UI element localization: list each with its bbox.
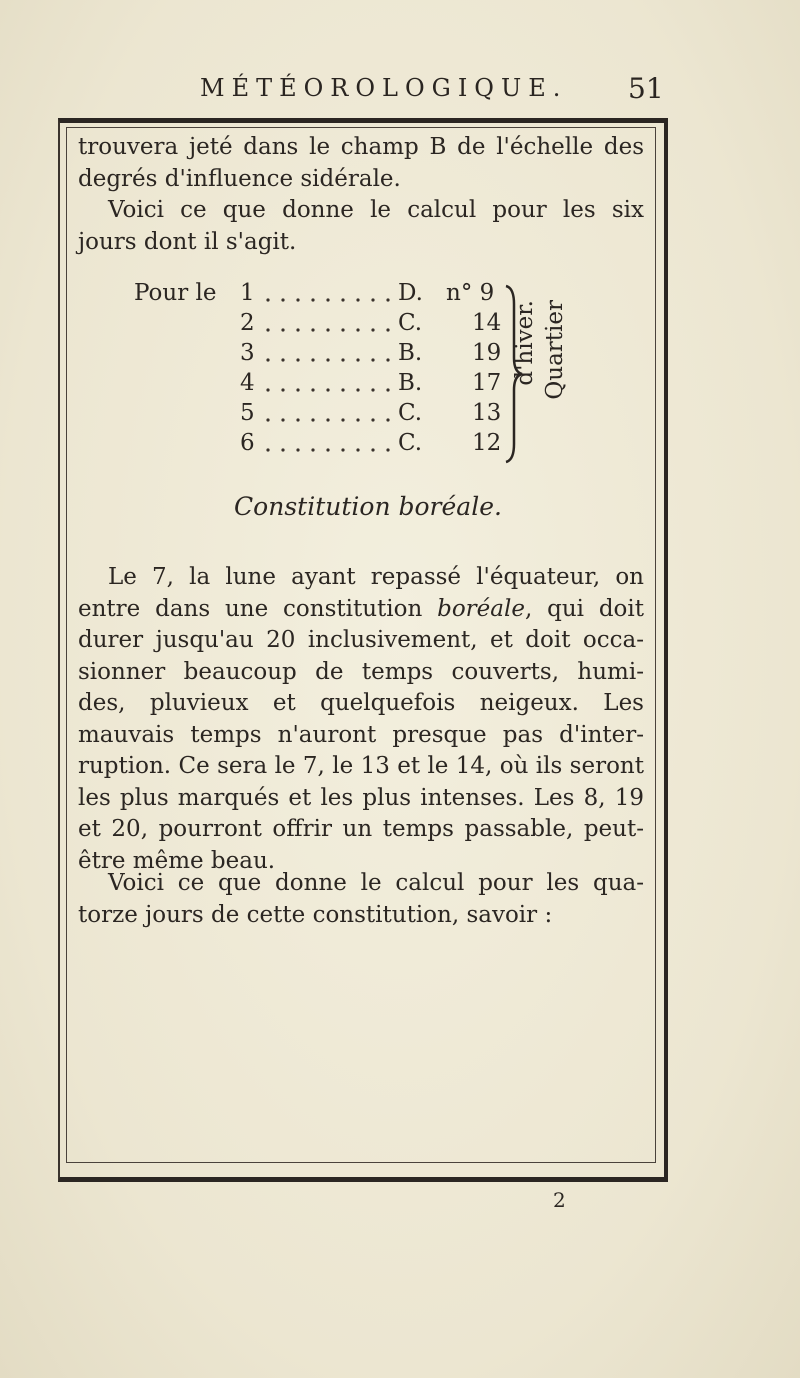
- table-code: C.: [398, 400, 423, 426]
- text-line: trouvera jeté dans le champ B de l'échelle des: [78, 134, 644, 160]
- table-day: 4: [240, 370, 255, 396]
- calculation-table: [0, 278, 800, 468]
- text-line: mauvais temps n'auront presque pas d'inter-: [78, 721, 644, 748]
- table-num: 13: [472, 400, 502, 426]
- text-line: durer jusqu'au 20 inclusivement, et doit occa-: [78, 627, 644, 653]
- text-line: degrés d'influence sidérale.: [78, 165, 401, 192]
- running-head: [0, 74, 800, 110]
- text-line: jours dont il s'agit.: [78, 228, 297, 255]
- text-line: Voici ce que donne le calcul pour les qua-: [108, 870, 644, 896]
- table-day: 5: [240, 400, 255, 426]
- paragraph-calcul: [78, 868, 644, 931]
- text-line: des, pluvieux et quelquefois neigeux. Les: [78, 690, 644, 716]
- table-num: 17: [472, 370, 502, 396]
- table-day: 6: [240, 430, 255, 456]
- text-line: être même beau.: [78, 847, 276, 874]
- side-label-quartier: Quartier: [542, 300, 568, 400]
- section-title: Constitution boréale.: [234, 492, 502, 521]
- table-num: 14: [472, 310, 502, 336]
- text-line: Voici ce que donne le calcul pour les six: [108, 197, 644, 223]
- table-day: 1: [240, 280, 255, 306]
- table-day: 3: [240, 340, 255, 366]
- table-day: 2: [240, 310, 255, 336]
- paragraph-intro: [78, 132, 644, 258]
- table-num: 19: [472, 340, 502, 366]
- text-line: ruption. Ce sera le 7, le 13 et le 14, où ils seront: [78, 753, 644, 779]
- paragraph-boreale: [78, 562, 644, 877]
- side-label: [512, 300, 602, 440]
- side-label-hiver: d'hiver.: [512, 300, 538, 386]
- table-code: C.: [398, 310, 423, 336]
- text-line: torze jours de cette constitution, savoir :: [78, 901, 553, 928]
- table-num: n° 9: [446, 280, 495, 306]
- table-intro: Pour le: [134, 280, 217, 306]
- text-line: Le 7, la lune ayant repassé l'équateur, on: [108, 564, 644, 590]
- dot-leaders: [0, 278, 800, 468]
- table-code: C.: [398, 430, 423, 456]
- table-num: 12: [472, 430, 502, 456]
- table-code: D.: [398, 280, 423, 306]
- running-title: MÉTÉOROLOGIQUE.: [200, 74, 568, 102]
- text-line: sionner beaucoup de temps couverts, humi-: [78, 658, 644, 685]
- text-line: et 20, pourront offrir un temps passable, peut-: [78, 816, 644, 842]
- table-code: B.: [398, 370, 423, 396]
- table-code: B.: [398, 340, 423, 366]
- text-line: les plus marqués et les plus intenses. Les 8, 19: [78, 784, 644, 811]
- page-number: 51: [628, 72, 664, 105]
- text-line: entre dans une constitution boréale, qui doit: [78, 595, 644, 622]
- signature-mark: 2: [553, 1188, 566, 1212]
